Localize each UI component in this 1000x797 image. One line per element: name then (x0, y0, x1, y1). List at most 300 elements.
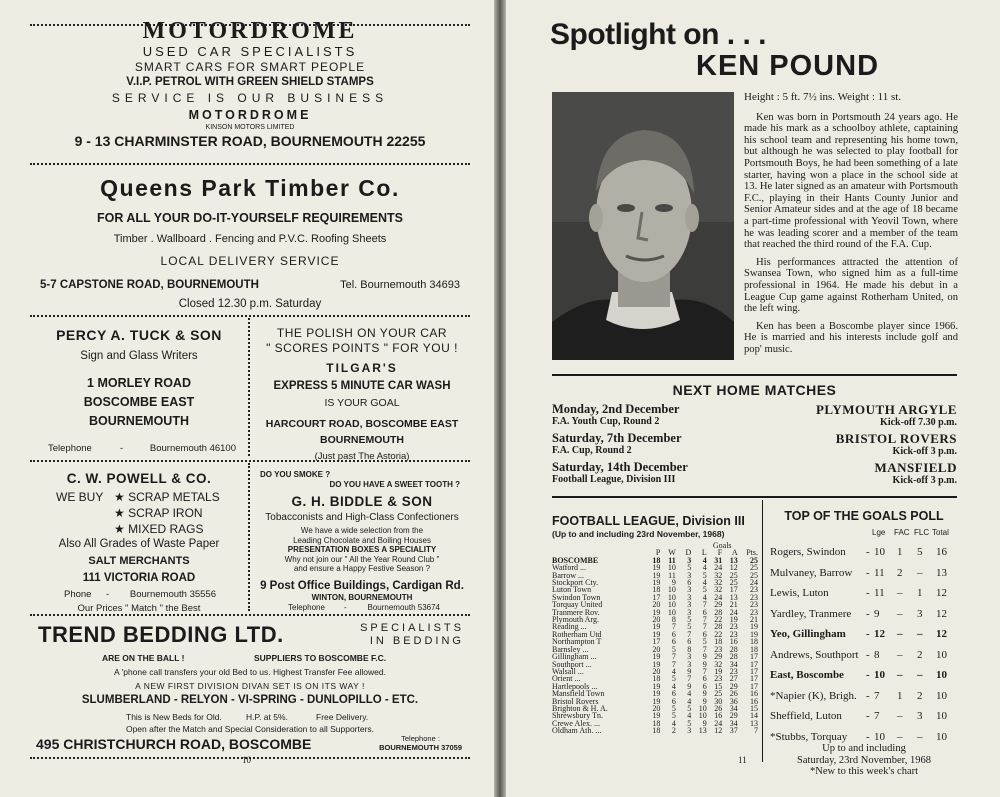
table-cell: 32 (714, 578, 723, 588)
table-cell: 20 (652, 703, 661, 713)
team-name: Oldham Ath. ... (552, 726, 602, 736)
divider (248, 318, 250, 456)
queens-park-tel: Tel. Bournemouth 34693 (340, 279, 460, 291)
table-cell: 19 (652, 607, 661, 617)
match-opponent: BRISTOL ROVERS (835, 431, 957, 446)
powell-item1: SCRAP METALS (128, 490, 220, 504)
goals-cell-lge: 9 (874, 607, 880, 620)
goals-cell-fac: – (897, 669, 903, 681)
goals-cell-flc: 2 (917, 689, 923, 702)
goals-poll-row (770, 669, 958, 690)
table-cell: 6 (687, 578, 692, 588)
table-cell: 5 (687, 622, 692, 632)
tilgar-line4: IS YOUR GOAL (324, 397, 400, 409)
table-cell: 17 (652, 637, 661, 647)
table-cell: 34 (729, 718, 738, 728)
table-cell: 19 (652, 681, 661, 691)
goals-cell-flc: – (917, 730, 923, 743)
trend-line4: Open after the Match and Special Consideration to all Supporters. (125, 724, 375, 734)
table-cell: 11 (668, 555, 676, 565)
table-cell: 24 (714, 718, 723, 728)
trend-line3b: H.P. at 5%. (246, 712, 288, 722)
team-name: Mansfield Town (552, 689, 605, 699)
table-cell: 7 (671, 652, 676, 662)
separator: - (866, 710, 870, 722)
match-date: Monday, 2nd December (552, 402, 680, 416)
player-name-cell: Andrews, Southport (770, 648, 859, 661)
table-cell: 4 (687, 696, 692, 706)
table-cell: 28 (714, 622, 723, 632)
table-cell: 9 (687, 666, 692, 676)
table-cell: 22 (714, 615, 723, 625)
separator: - (866, 628, 870, 640)
table-cell: 25 (750, 555, 758, 565)
table-cell: 36 (729, 696, 738, 706)
separator: - (866, 607, 870, 620)
table-cell: 11 (668, 570, 676, 580)
tuck-tel-dash: - (120, 443, 124, 454)
trend-line2: A NEW FIRST DIVISION DIVAN SET IS ON ITS WAY ! (135, 681, 365, 691)
table-cell: 14 (750, 711, 758, 721)
table-cell: 5 (702, 637, 707, 647)
table-cell: 7 (702, 622, 707, 632)
divider (30, 163, 470, 165)
team-name: Hartlepools ... (552, 681, 598, 691)
match-date: Saturday, 7th December (552, 431, 682, 445)
table-cell: 6 (702, 629, 707, 639)
trend-spec2: IN BEDDING (369, 635, 464, 647)
table-cell: 16 (729, 637, 738, 647)
table-cell: 4 (671, 666, 676, 676)
goals-poll-row (770, 608, 958, 629)
table-cell: 6 (687, 637, 692, 647)
biddle-line1: Tobacconists and High-Class Confectioners (265, 512, 459, 523)
table-cell: 4 (702, 592, 707, 602)
goals-cell-lge: 12 (874, 628, 885, 640)
table-cell: 19 (729, 615, 738, 625)
powell-phone: Bournemouth 35556 (129, 589, 216, 600)
table-cell: 18 (652, 726, 661, 736)
goals-cell-total: 12 (936, 628, 947, 640)
trend-brands: SLUMBERLAND - RELYON - VI-SPRING - DUNLOPILLO - ETC. (81, 694, 419, 706)
goals-cell-flc: 3 (917, 710, 923, 722)
table-cell: 18 (652, 555, 661, 565)
biddle-line2: We have a wide selection from the (300, 526, 424, 535)
biddle-line4: PRESENTATION BOXES A SPECIALITY (287, 545, 437, 554)
biddle-line3: Leading Chocolate and Boiling Houses (293, 535, 431, 545)
match-opponent: MANSFIELD (874, 460, 957, 475)
team-name: Northampton T (552, 637, 602, 647)
table-row (552, 727, 758, 734)
table-cell: 6 (702, 674, 707, 684)
table-cell: 4 (702, 578, 707, 588)
table-cell: 34 (729, 703, 738, 713)
team-name: Shrewsbury Tn. (552, 711, 603, 721)
star-icon: ★ (114, 490, 125, 504)
motordrome-address: 9 - 13 CHARMINSTER ROAD, BOURNEMOUTH 22255 (74, 133, 426, 149)
column-header: Pts. (746, 548, 758, 558)
table-cell: 7 (702, 600, 707, 610)
table-cell: 17 (750, 666, 758, 676)
biddle-ad (254, 470, 470, 613)
tuck-tel: Bournemouth 46100 (149, 443, 236, 454)
powell-phone-dash: - (106, 589, 110, 600)
biddle-smoke: DO YOU SMOKE ? (260, 470, 331, 479)
table-cell: 5 (671, 703, 676, 713)
column-header: A (731, 548, 738, 558)
motordrome-title: MOTORDROME (142, 18, 358, 44)
table-cell: 19 (652, 563, 661, 573)
table-cell: 9 (702, 659, 707, 669)
goals-cell-flc: 3 (917, 607, 923, 620)
tuck-addr2: BOSCOMBE EAST (83, 395, 195, 409)
divider (762, 500, 763, 762)
team-name: Luton Town (552, 585, 592, 595)
table-cell: 21 (729, 600, 738, 610)
league-table-title: FOOTBALL LEAGUE, Division III (552, 514, 745, 528)
table-cell: 19 (714, 666, 723, 676)
table-cell: 24 (729, 607, 738, 617)
table-cell: 19 (750, 622, 758, 632)
table-cell: 9 (702, 696, 707, 706)
right-page (506, 0, 1000, 797)
trend-tel-label: Telephone : (401, 734, 440, 743)
table-cell: 12 (714, 726, 723, 736)
goals-cell-flc: – (917, 566, 923, 579)
table-cell: 19 (652, 652, 661, 662)
separator: - (866, 689, 870, 702)
team-name: Bristol Rovers (552, 696, 599, 706)
biddle-line6: and ensure a Happy Festive Season ? (293, 564, 431, 573)
tuck-addr3: BOURNEMOUTH (89, 414, 189, 428)
goals-poll-col-flc: FLC (914, 528, 930, 537)
team-name: Barrow ... (552, 570, 584, 580)
team-name: BOSCOMBE (552, 555, 599, 565)
table-cell: 8 (671, 615, 676, 625)
tilgar-addr1: HARCOURT ROAD, BOSCOMBE EAST (265, 418, 459, 430)
separator: - (866, 566, 870, 579)
table-cell: 32 (714, 570, 723, 580)
goals-poll-list (770, 546, 958, 751)
tilgar-name: TILGAR'S (326, 361, 398, 375)
player-name-cell: Mulvaney, Barrow (770, 566, 853, 579)
separator: - (866, 648, 870, 661)
table-cell: 6 (671, 637, 676, 647)
goals-poll-row (770, 710, 958, 731)
table-cell: 19 (652, 629, 661, 639)
column-header: W (668, 548, 676, 558)
trend-line1: A 'phone call transfers your old Bed to us. Highest Transfer Fee allowed. (114, 667, 386, 677)
divider (30, 24, 470, 26)
table-cell: 9 (671, 578, 676, 588)
table-cell: 4 (687, 689, 692, 699)
queens-park-address: 5-7 CAPSTONE ROAD, BOURNEMOUTH (40, 279, 259, 291)
trend-title: TREND BEDDING LTD. (38, 622, 284, 647)
table-cell: 18 (652, 585, 661, 595)
tuck-addr1: 1 MORLEY ROAD (87, 376, 191, 390)
table-cell (552, 542, 645, 549)
goals-poll-foot3: *New to this week's chart (809, 766, 919, 777)
match-row (552, 402, 957, 430)
table-cell: 3 (687, 652, 692, 662)
table-cell: 5 (702, 570, 707, 580)
table-cell: 7 (702, 615, 707, 625)
table-cell: 3 (687, 592, 692, 602)
table-cell: 25 (714, 689, 723, 699)
table-cell: 18 (652, 718, 661, 728)
goals-cell-lge: 10 (874, 730, 885, 743)
table-cell: 26 (714, 703, 723, 713)
table-cell: 10 (667, 600, 676, 610)
trend-address: 495 CHRISTCHURCH ROAD, BOSCOMBE (36, 736, 312, 752)
table-cell: 2 (671, 726, 676, 736)
goals-poll-footer (770, 743, 958, 778)
match-kickoff: Kick-off 7.30 p.m. (880, 417, 957, 428)
page-number: 11 (738, 755, 747, 765)
queens-park-ad (30, 174, 470, 312)
table-cell: 20 (652, 615, 661, 625)
goals-cell-fac: – (897, 730, 903, 743)
player-name-cell: Sheffield, Luton (770, 710, 842, 722)
player-name-cell: Yardley, Tranmere (770, 607, 852, 620)
bio-paragraph: Ken has been a Boscombe player since 1966. He is married and his interests include golf and pop' music. (744, 320, 958, 355)
goals-cell-fac: – (897, 628, 903, 640)
table-cell: 13 (729, 555, 738, 565)
table-cell: 20 (652, 600, 661, 610)
player-name-cell: Lewis, Luton (770, 587, 829, 599)
table-cell: 25 (729, 578, 738, 588)
table-cell: 5 (702, 585, 707, 595)
table-cell: 5 (671, 644, 676, 654)
separator: - (866, 587, 870, 599)
star-icon: ★ (114, 522, 125, 536)
table-cell: 32 (714, 585, 723, 595)
goals-cell-fac: – (897, 587, 903, 599)
team-name: Reading ... (552, 622, 587, 632)
table-cell: 25 (750, 563, 758, 573)
tilgar-addr3: (Just past The Astoria) (314, 451, 410, 462)
table-cell: 20 (652, 666, 661, 676)
table-cell: 24 (750, 578, 758, 588)
goals-cell-fac: 1 (897, 546, 903, 558)
powell-phone-label: Phone (64, 589, 92, 600)
table-cell: 29 (729, 711, 738, 721)
table-cell: 5 (671, 711, 676, 721)
table-cell: 13 (698, 726, 707, 736)
powell-line1: Also All Grades of Waste Paper (58, 538, 220, 550)
table-cell: 3 (687, 607, 692, 617)
column-header: L (701, 548, 707, 558)
goals-cell-flc: 5 (917, 546, 923, 558)
table-cell: 23 (750, 607, 758, 617)
tilgar-line1: THE POLISH ON YOUR CAR (276, 326, 448, 340)
table-cell: 10 (667, 585, 676, 595)
separator: - (866, 730, 870, 743)
goals-cell-flc: 1 (917, 587, 923, 599)
table-cell: 28 (729, 652, 738, 662)
table-cell: 6 (671, 629, 676, 639)
table-cell: 3 (687, 555, 692, 565)
table-cell: 19 (652, 570, 661, 580)
table-cell: 9 (687, 681, 692, 691)
table-cell: 4 (687, 711, 692, 721)
bio-paragraph: His performances attracted the attention of Swansea Town, who signed him as a full-time professional in 1964. He made his debut in a League Cup game against Rotherham United, on the left wing. (744, 256, 958, 315)
divider (248, 463, 250, 611)
divider (30, 315, 470, 317)
table-cell: 6 (671, 696, 676, 706)
tuck-line1: Sign and Glass Writers (80, 350, 198, 362)
table-cell: 15 (714, 681, 723, 691)
table-cell: 4 (671, 718, 676, 728)
powell-item2: SCRAP IRON (128, 506, 203, 520)
table-cell: 17 (750, 652, 758, 662)
table-cell: 23 (750, 600, 758, 610)
player-name-cell: Rogers, Swindon (770, 546, 846, 558)
player-name-cell: Yeo, Gillingham (770, 628, 846, 640)
goals-cell-lge: 11 (874, 566, 885, 579)
separator: - (866, 546, 870, 558)
biddle-town: WINTON, BOURNEMOUTH (311, 592, 413, 602)
height-weight: Height : 5 ft. 7½ ins. Weight : 11 st. (744, 91, 902, 103)
trend-ball: ARE ON THE BALL ! (102, 653, 185, 663)
team-name: Barnsley ... (552, 644, 589, 654)
team-name: Brighton & H. A. (552, 703, 608, 713)
table-cell: 7 (687, 674, 692, 684)
goals-cell-fac: 2 (897, 566, 903, 579)
table-cell: 4 (702, 555, 707, 565)
table-cell: 24 (714, 592, 723, 602)
table-cell: 34 (729, 659, 738, 669)
table-cell: 10 (698, 711, 707, 721)
table-cell: 3 (687, 570, 692, 580)
table-cell: 10 (698, 703, 707, 713)
table-cell: 23 (750, 592, 758, 602)
goals-cell-total: 10 (936, 689, 947, 702)
powell-ad (34, 470, 244, 615)
player-name-cell: *Napier (K), Brigh. (770, 689, 857, 702)
table-cell: 9 (702, 652, 707, 662)
motordrome-line3: V.I.P. PETROL WITH GREEN SHIELD STAMPS (126, 76, 374, 88)
separator: - (866, 669, 870, 681)
match-competition: F.A. Cup, Round 2 (552, 445, 632, 456)
table-cell: 19 (652, 689, 661, 699)
tilgar-line2: " SCORES POINTS " FOR YOU ! (266, 341, 458, 355)
table-cell: 3 (687, 726, 692, 736)
table-cell: 9 (702, 689, 707, 699)
page-number: 10 (242, 755, 251, 765)
bio-paragraph: Ken was born in Portsmouth 24 years ago. He made his mark as a schoolboy athlete, captaining his school team and representing his home town, but although he was selected to play football for Portsmouth Boys, he had been something of a late starter, having won a place in the school side at 13. He later signed as an amateur with Portsmouth F.C., playing in their Hants County Junior and Senior Amateur sides and at the age of 18 became a part-time professional with Yeovil Town, where he was leading scorer and a member of the team that reached the third round of the F.A. Cup. (744, 111, 958, 251)
table-cell: 12 (729, 563, 738, 573)
player-photo (552, 92, 734, 360)
table-cell: 7 (671, 622, 676, 632)
match-competition: Football League, Division III (552, 474, 676, 485)
powell-buy: WE BUY (56, 490, 104, 504)
motordrome-ad (30, 18, 470, 150)
powell-title: C. W. POWELL & CO. (66, 471, 212, 486)
goals-poll-foot1: Up to and including (822, 743, 906, 754)
table-cell: 4 (702, 563, 707, 573)
goals-cell-total: 10 (936, 648, 947, 661)
table-cell: 22 (714, 629, 723, 639)
table-cell: 7 (702, 644, 707, 654)
table-cell: 24 (714, 563, 723, 573)
goals-cell-lge: 8 (874, 648, 880, 661)
table-cell: 6 (702, 681, 707, 691)
column-header: P (655, 548, 661, 558)
table-cell: 23 (729, 666, 738, 676)
table-cell: 5 (687, 718, 692, 728)
table-header-row (552, 542, 758, 549)
team-name: Watford ... (552, 563, 587, 573)
table-cell: 19 (652, 659, 661, 669)
table-cell: 7 (754, 726, 758, 736)
table-cell: 9 (702, 718, 707, 728)
goals-cell-lge: 7 (874, 689, 880, 702)
table-cell: 7 (671, 659, 676, 669)
table-cell: 17 (750, 674, 758, 684)
motordrome-line1: USED CAR SPECIALISTS (142, 44, 358, 59)
powell-line3: 111 VICTORIA ROAD (82, 572, 196, 584)
tilgar-addr2: BOURNEMOUTH (320, 434, 404, 446)
tuck-title: PERCY A. TUCK & SON (56, 327, 222, 343)
divider (552, 374, 957, 376)
table-cell: 23 (714, 644, 723, 654)
goals-cell-total: 10 (936, 669, 947, 681)
biddle-tel-dash: - (344, 602, 347, 612)
match-date: Saturday, 14th December (552, 460, 688, 474)
goals-poll-col-lge: Lge (872, 528, 886, 537)
goals-poll-row (770, 649, 958, 670)
player-name: KEN POUND (696, 50, 880, 82)
table-cell: 5 (687, 615, 692, 625)
goals-poll-foot2: Saturday, 23rd November, 1968 (797, 754, 931, 766)
table-cell: 15 (750, 703, 758, 713)
goals-cell-flc: – (917, 628, 923, 640)
team-name: Swindon Town (552, 592, 601, 602)
table-cell: 23 (729, 629, 738, 639)
biddle-sweet: DO YOU HAVE A SWEET TOOTH ? (329, 480, 460, 489)
trend-line3c: Free Delivery. (316, 712, 369, 722)
biddle-line5: Why not join our " All the Year Round Club " (284, 554, 440, 564)
team-name: Crewe Alex. ... (552, 718, 600, 728)
goals-poll-row (770, 546, 958, 567)
player-name-cell: East, Boscombe (770, 669, 844, 681)
column-header: F (717, 548, 723, 558)
left-page (0, 0, 494, 797)
tuck-tel-label: Telephone (48, 443, 92, 454)
table-cell: 19 (652, 711, 661, 721)
table-cell: 29 (714, 600, 723, 610)
motordrome-line5: MOTORDROME (188, 108, 312, 122)
table-cell: 3 (687, 600, 692, 610)
table-cell: 37 (729, 726, 738, 736)
queens-park-line2: Timber . Wallboard . Fencing and P.V.C. Roofing Sheets (113, 233, 387, 245)
table-cell: 10 (667, 592, 676, 602)
motordrome-line4: SERVICE IS OUR BUSINESS (111, 91, 389, 105)
goals-cell-fac: – (897, 607, 903, 620)
table-cell: 31 (714, 555, 723, 565)
goals-cell-flc: – (917, 669, 923, 681)
trend-footer (30, 736, 470, 756)
powell-item3: MIXED RAGS (128, 522, 204, 536)
divider (552, 496, 957, 498)
team-name: Plymouth Arg. (552, 615, 599, 625)
goals-poll-col-total: Total (932, 528, 949, 537)
table-cell: 3 (687, 659, 692, 669)
match-row (552, 460, 957, 488)
goals-cell-total: 13 (936, 566, 947, 579)
table-cell: 25 (750, 570, 758, 580)
